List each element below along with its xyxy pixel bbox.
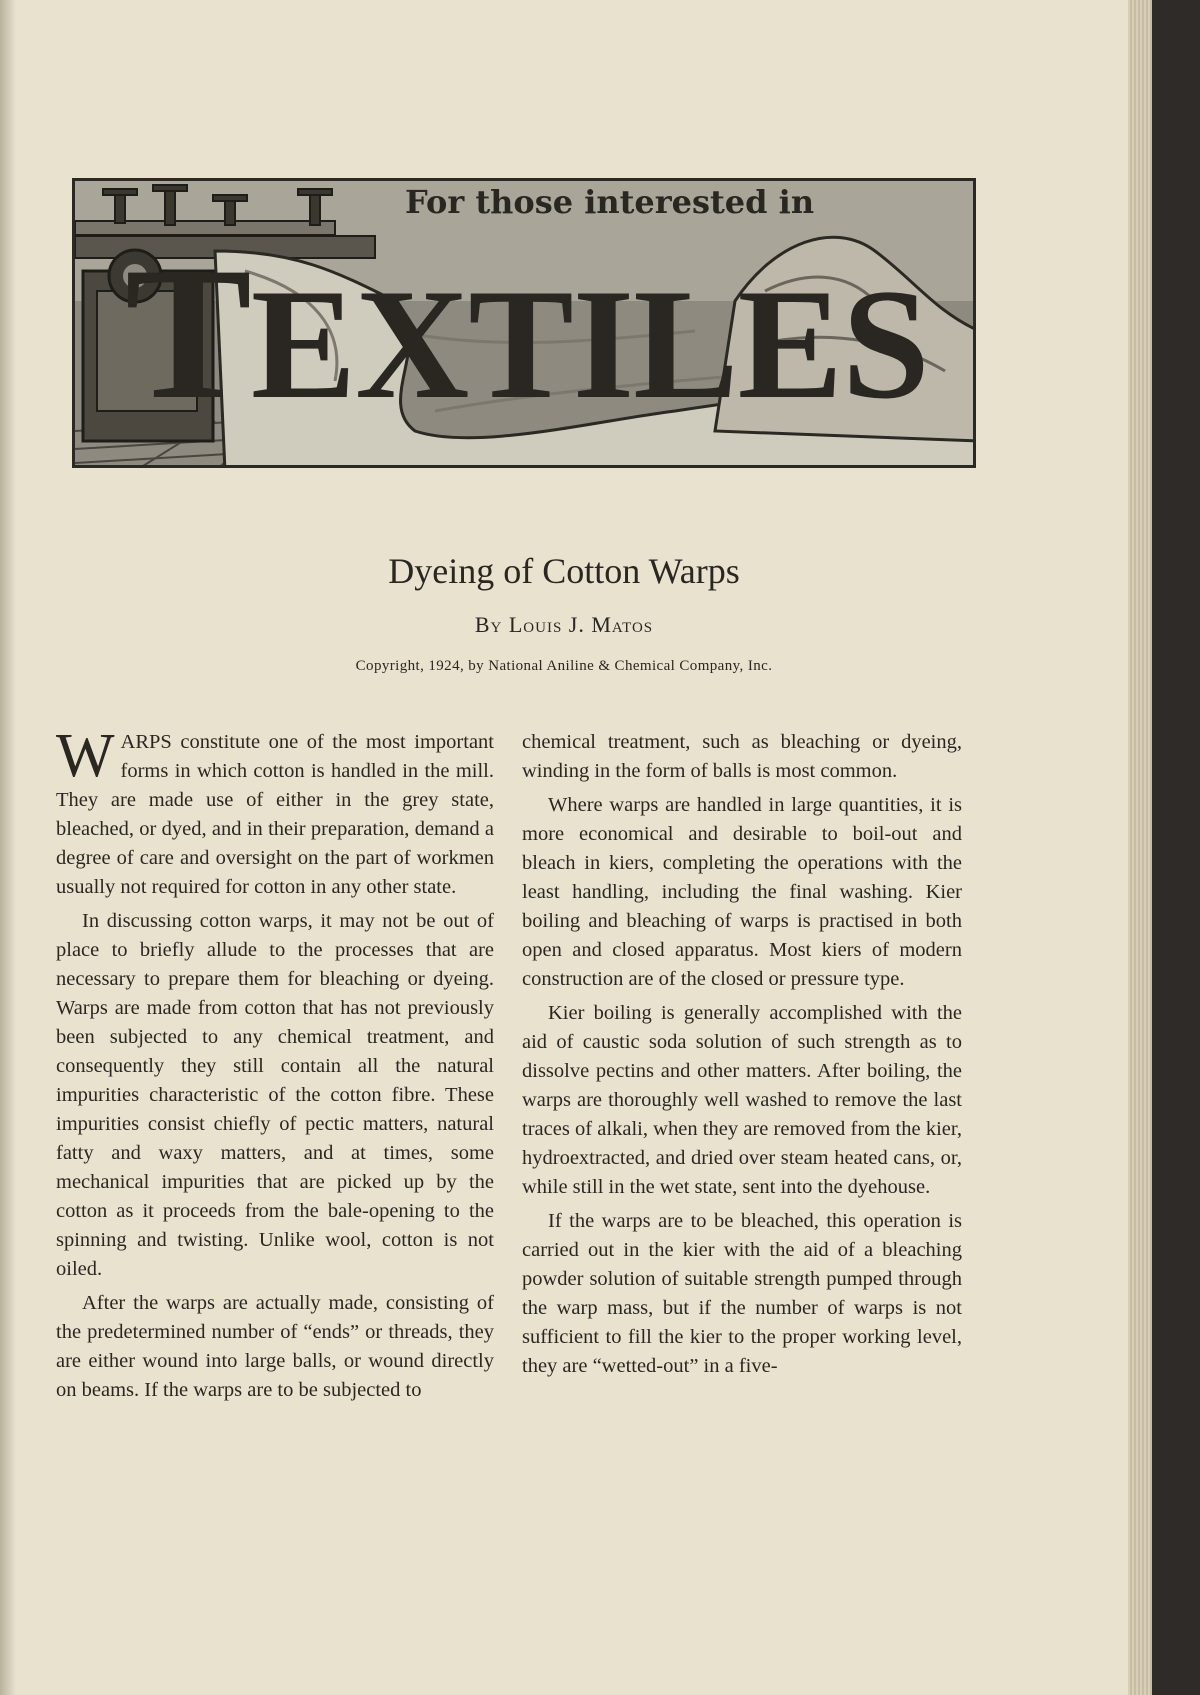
page-edges — [1128, 0, 1152, 1695]
paragraph-lead — [56, 722, 494, 902]
paragraph: Kier boiling is generally accomplished with the aid of caustic soda solution of such strength as to dissolve pectins and other matters. After boiling, the warps are thoroughly well washed to remove the last traces of alkali, when they are removed from the kier, hydroextracted, and dried over steam heated cans, or, while still in the wet state, sent into the dyehouse. — [522, 1002, 962, 1198]
banner-subtitle: For those interested in — [405, 183, 815, 221]
article-byline: By Louis J. Matos — [474, 612, 654, 637]
book-cover-edge — [1152, 0, 1200, 1695]
drop-cap: W — [56, 722, 115, 790]
banner-title: TEXTILES — [125, 229, 929, 439]
paragraph: After the warps are actually made, consisting of the predetermined number of “ends” or threads, they are either wound into large balls, or wound directly on beams. If the warps are to be subjected to — [56, 1292, 494, 1401]
paragraph-text: constitute one of the most important forms in which cotton is handled in the mill. They are made use of either in the grey state, bleached, or dyed, and in their preparation, demand a degree of care and oversight on the part of workmen usually not required for cotton in any other state. — [56, 731, 494, 898]
article-title: Dyeing of Cotton Warps — [388, 551, 740, 591]
textiles-banner — [72, 178, 976, 468]
paragraph: In discussing cotton warps, it may not be out of place to briefly allude to the processes that are necessary to prepare them for bleaching or dyeing. Warps are made from cotton that has not previously been subjected to any chemical treatment, and consequently they still contain all the natural impurities characteristic of the cotton fibre. These impurities consist chiefly of pectic matters, natural fatty and waxy matters, and at times, some mechanical impurities that are picked up by the cotton as it proceeds from the bale-opening to the spinning and twisting. Unlike wool, cotton is not oiled. — [56, 910, 494, 1280]
paragraph: Where warps are handled in large quantities, it is more economical and desirable to boil-out and bleach in kiers, completing the operations with the least handling, including the final washing. Kier boiling and bleaching of warps is practised in both open and closed apparatus. Most kiers of modern construction are of the closed or pressure type. — [522, 794, 962, 990]
page-gutter-shadow — [0, 0, 16, 1695]
paragraph: If the warps are to be bleached, this operation is carried out in the kier with the aid of a bleaching powder solution of suitable strength pumped through the warp mass, but if the number of warps is not sufficient to fill the kier to the proper working level, they are “wetted-out” in a five- — [522, 1210, 962, 1377]
left-column — [56, 722, 494, 1410]
paragraph-continued: chemical treatment, such as bleaching or dyeing, winding in the form of balls is most common. — [522, 731, 962, 782]
lead-word: ARPS — [120, 731, 172, 753]
copyright-notice: Copyright, 1924, by National Aniline & Chemical Company, Inc. — [355, 658, 773, 674]
right-column — [522, 728, 962, 1386]
